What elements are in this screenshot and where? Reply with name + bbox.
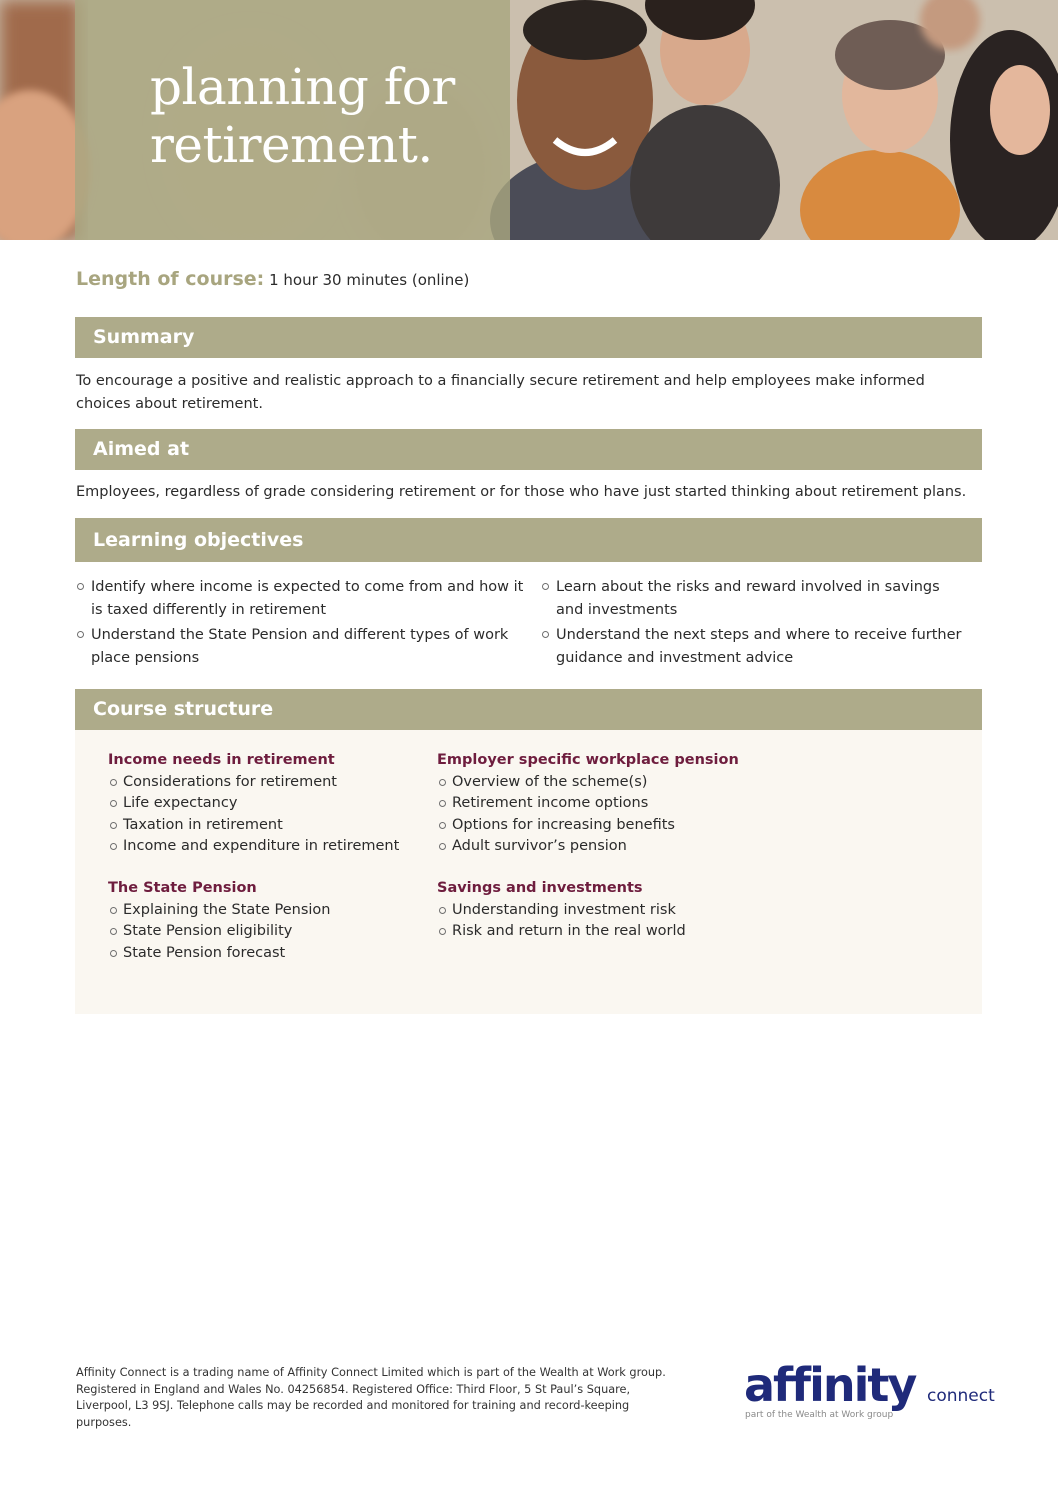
- list-item: Taxation in retirement: [108, 815, 399, 837]
- bullet-icon: [77, 583, 84, 590]
- objectives-list-right: [540, 576, 970, 672]
- page-title: [150, 58, 455, 174]
- list-item: Retirement income options: [437, 793, 739, 815]
- list-item: State Pension eligibility: [108, 921, 331, 943]
- objective-item: Learn about the risks and reward involved in savings and investments: [540, 576, 970, 622]
- objectives-list-left: [75, 576, 525, 672]
- bullet-icon: [439, 800, 446, 807]
- bullet-icon: [110, 822, 117, 829]
- objective-item: Understand the State Pension and different types of work place pensions: [75, 624, 525, 670]
- list-item: Risk and return in the real world: [437, 921, 686, 943]
- bullet-icon: [110, 800, 117, 807]
- logo-connect: connect: [927, 1386, 995, 1406]
- structure-group-title: Savings and investments: [437, 880, 643, 896]
- structure-group: [108, 878, 331, 964]
- list-item: Explaining the State Pension: [108, 900, 331, 922]
- list-item: Overview of the scheme(s): [437, 772, 739, 794]
- hero-banner: [0, 0, 1058, 240]
- course-length: [76, 268, 469, 290]
- list-item: Understanding investment risk: [437, 900, 686, 922]
- list-item: State Pension forecast: [108, 943, 331, 965]
- bullet-icon: [439, 843, 446, 850]
- objectives-heading: Learning objectives: [75, 518, 982, 562]
- affinity-connect-logo: [744, 1358, 995, 1426]
- list-item: Income and expenditure in retirement: [108, 836, 399, 858]
- objective-item: Understand the next steps and where to receive further guidance and investment advice: [540, 624, 970, 670]
- page-title-line1: planning for: [150, 58, 455, 116]
- bullet-icon: [110, 779, 117, 786]
- logo-tagline: part of the Wealth at Work group: [745, 1410, 894, 1420]
- logo-wordmark: affinity: [744, 1358, 916, 1412]
- course-length-label: Length of course:: [76, 268, 265, 290]
- aimed-at-heading: Aimed at: [75, 429, 982, 470]
- structure-group: [108, 750, 399, 858]
- bullet-icon: [439, 822, 446, 829]
- footer-legal-text: Affinity Connect is a trading name of Affinity Connect Limited which is part of the Wealth at Work group. Registered in England and Wales No. 04256854. Registered Office: Third Floor, 5 St Paul’s Square, Liverpool, L3 9SJ. Telephone calls may be recorded and monitored for training and record-keeping purposes.: [76, 1366, 666, 1429]
- page-title-line2: retirement.: [150, 116, 433, 174]
- aimed-at-text: Employees, regardless of grade considering retirement or for those who have just started thinking about retirement plans.: [76, 484, 967, 500]
- structure-group: [437, 750, 739, 858]
- objective-item: Identify where income is expected to come from and how it is taxed differently in retirement: [75, 576, 525, 622]
- summary-heading: Summary: [75, 317, 982, 358]
- bullet-icon: [439, 779, 446, 786]
- bullet-icon: [439, 907, 446, 914]
- structure-group-title: Income needs in retirement: [108, 752, 335, 768]
- structure-heading: Course structure: [75, 689, 982, 730]
- course-length-value: 1 hour 30 minutes (online): [269, 271, 470, 289]
- bullet-icon: [110, 843, 117, 850]
- bullet-icon: [110, 907, 117, 914]
- bullet-icon: [77, 631, 84, 638]
- bullet-icon: [542, 631, 549, 638]
- bullet-icon: [110, 950, 117, 957]
- structure-group-title: Employer specific workplace pension: [437, 752, 739, 768]
- list-item: Adult survivor’s pension: [437, 836, 739, 858]
- structure-group: [437, 878, 686, 943]
- bullet-icon: [439, 928, 446, 935]
- structure-group-title: The State Pension: [108, 880, 257, 896]
- list-item: Life expectancy: [108, 793, 399, 815]
- list-item: Options for increasing benefits: [437, 815, 739, 837]
- bullet-icon: [110, 928, 117, 935]
- list-item: Considerations for retirement: [108, 772, 399, 794]
- bullet-icon: [542, 583, 549, 590]
- summary-text: To encourage a positive and realistic approach to a financially secure retirement and help employees make informed choices about retirement.: [76, 373, 925, 412]
